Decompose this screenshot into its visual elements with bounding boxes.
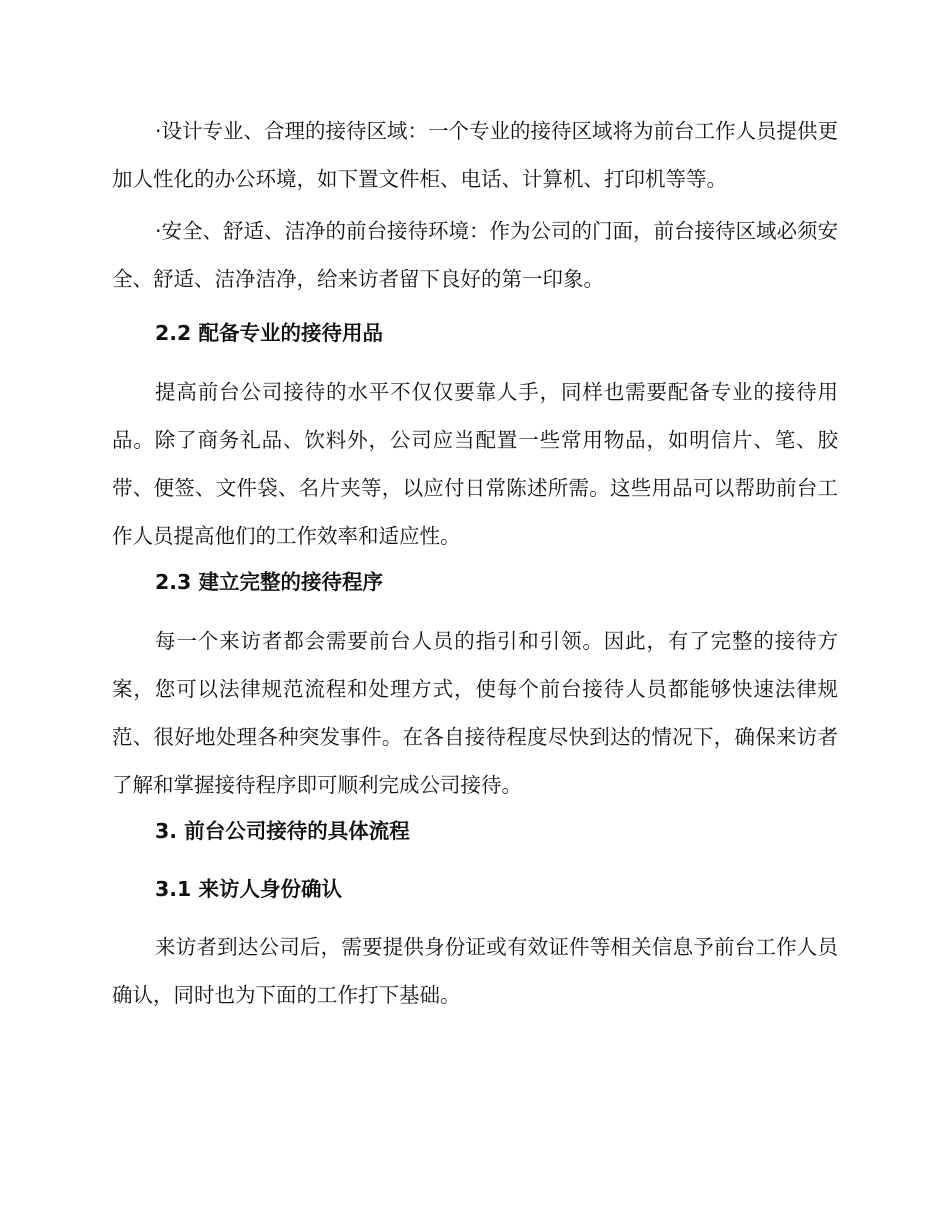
paragraph-visitor-identity: 来访者到达公司后，需要提供身份证或有效证件等相关信息予前台工作人员确认，同时也为下面的工作打下基础。: [112, 935, 838, 1007]
paragraph-reception-supplies: 提高前台公司接待的水平不仅仅要靠人手，同样也需要配备专业的接待用品。除了商务礼品、饮料外，公司应当配置一些常用物品，如明信片、笔、胶带、便签、文件袋、名片夹等，以应付日常陈述所需。这些用品可以帮助前台工作人员提高他们的工作效率和适应性。: [112, 380, 838, 548]
section-heading-2-3: 2.3 建立完整的接待程序: [155, 570, 383, 594]
paragraph-reception-area: ·设计专业、合理的接待区域：一个专业的接待区域将为前台工作人员提供更加人性化的办公环境，如下置文件柜、电话、计算机、打印机等等。: [112, 119, 839, 191]
paragraph-reception-procedure: 每一个来访者都会需要前台人员的指引和引领。因此，有了完整的接待方案，您可以法律规范流程和处理方式，使每个前台接待人员都能够快速法律规范、很好地处理各种突发事件。在各自接待程度尽快到达的情况下，确保来访者了解和掌握接待程序即可顺利完成公司接待。: [112, 629, 838, 797]
section-heading-2-2: 2.2 配备专业的接待用品: [155, 321, 383, 345]
section-heading-3: 3. 前台公司接待的具体流程: [155, 819, 410, 843]
section-heading-3-1: 3.1 来访人身份确认: [155, 877, 342, 901]
paragraph-reception-environment: ·安全、舒适、洁净的前台接待环境：作为公司的门面，前台接待区域必须安全、舒适、洁净洁净，给来访者留下良好的第一印象。: [112, 219, 839, 291]
